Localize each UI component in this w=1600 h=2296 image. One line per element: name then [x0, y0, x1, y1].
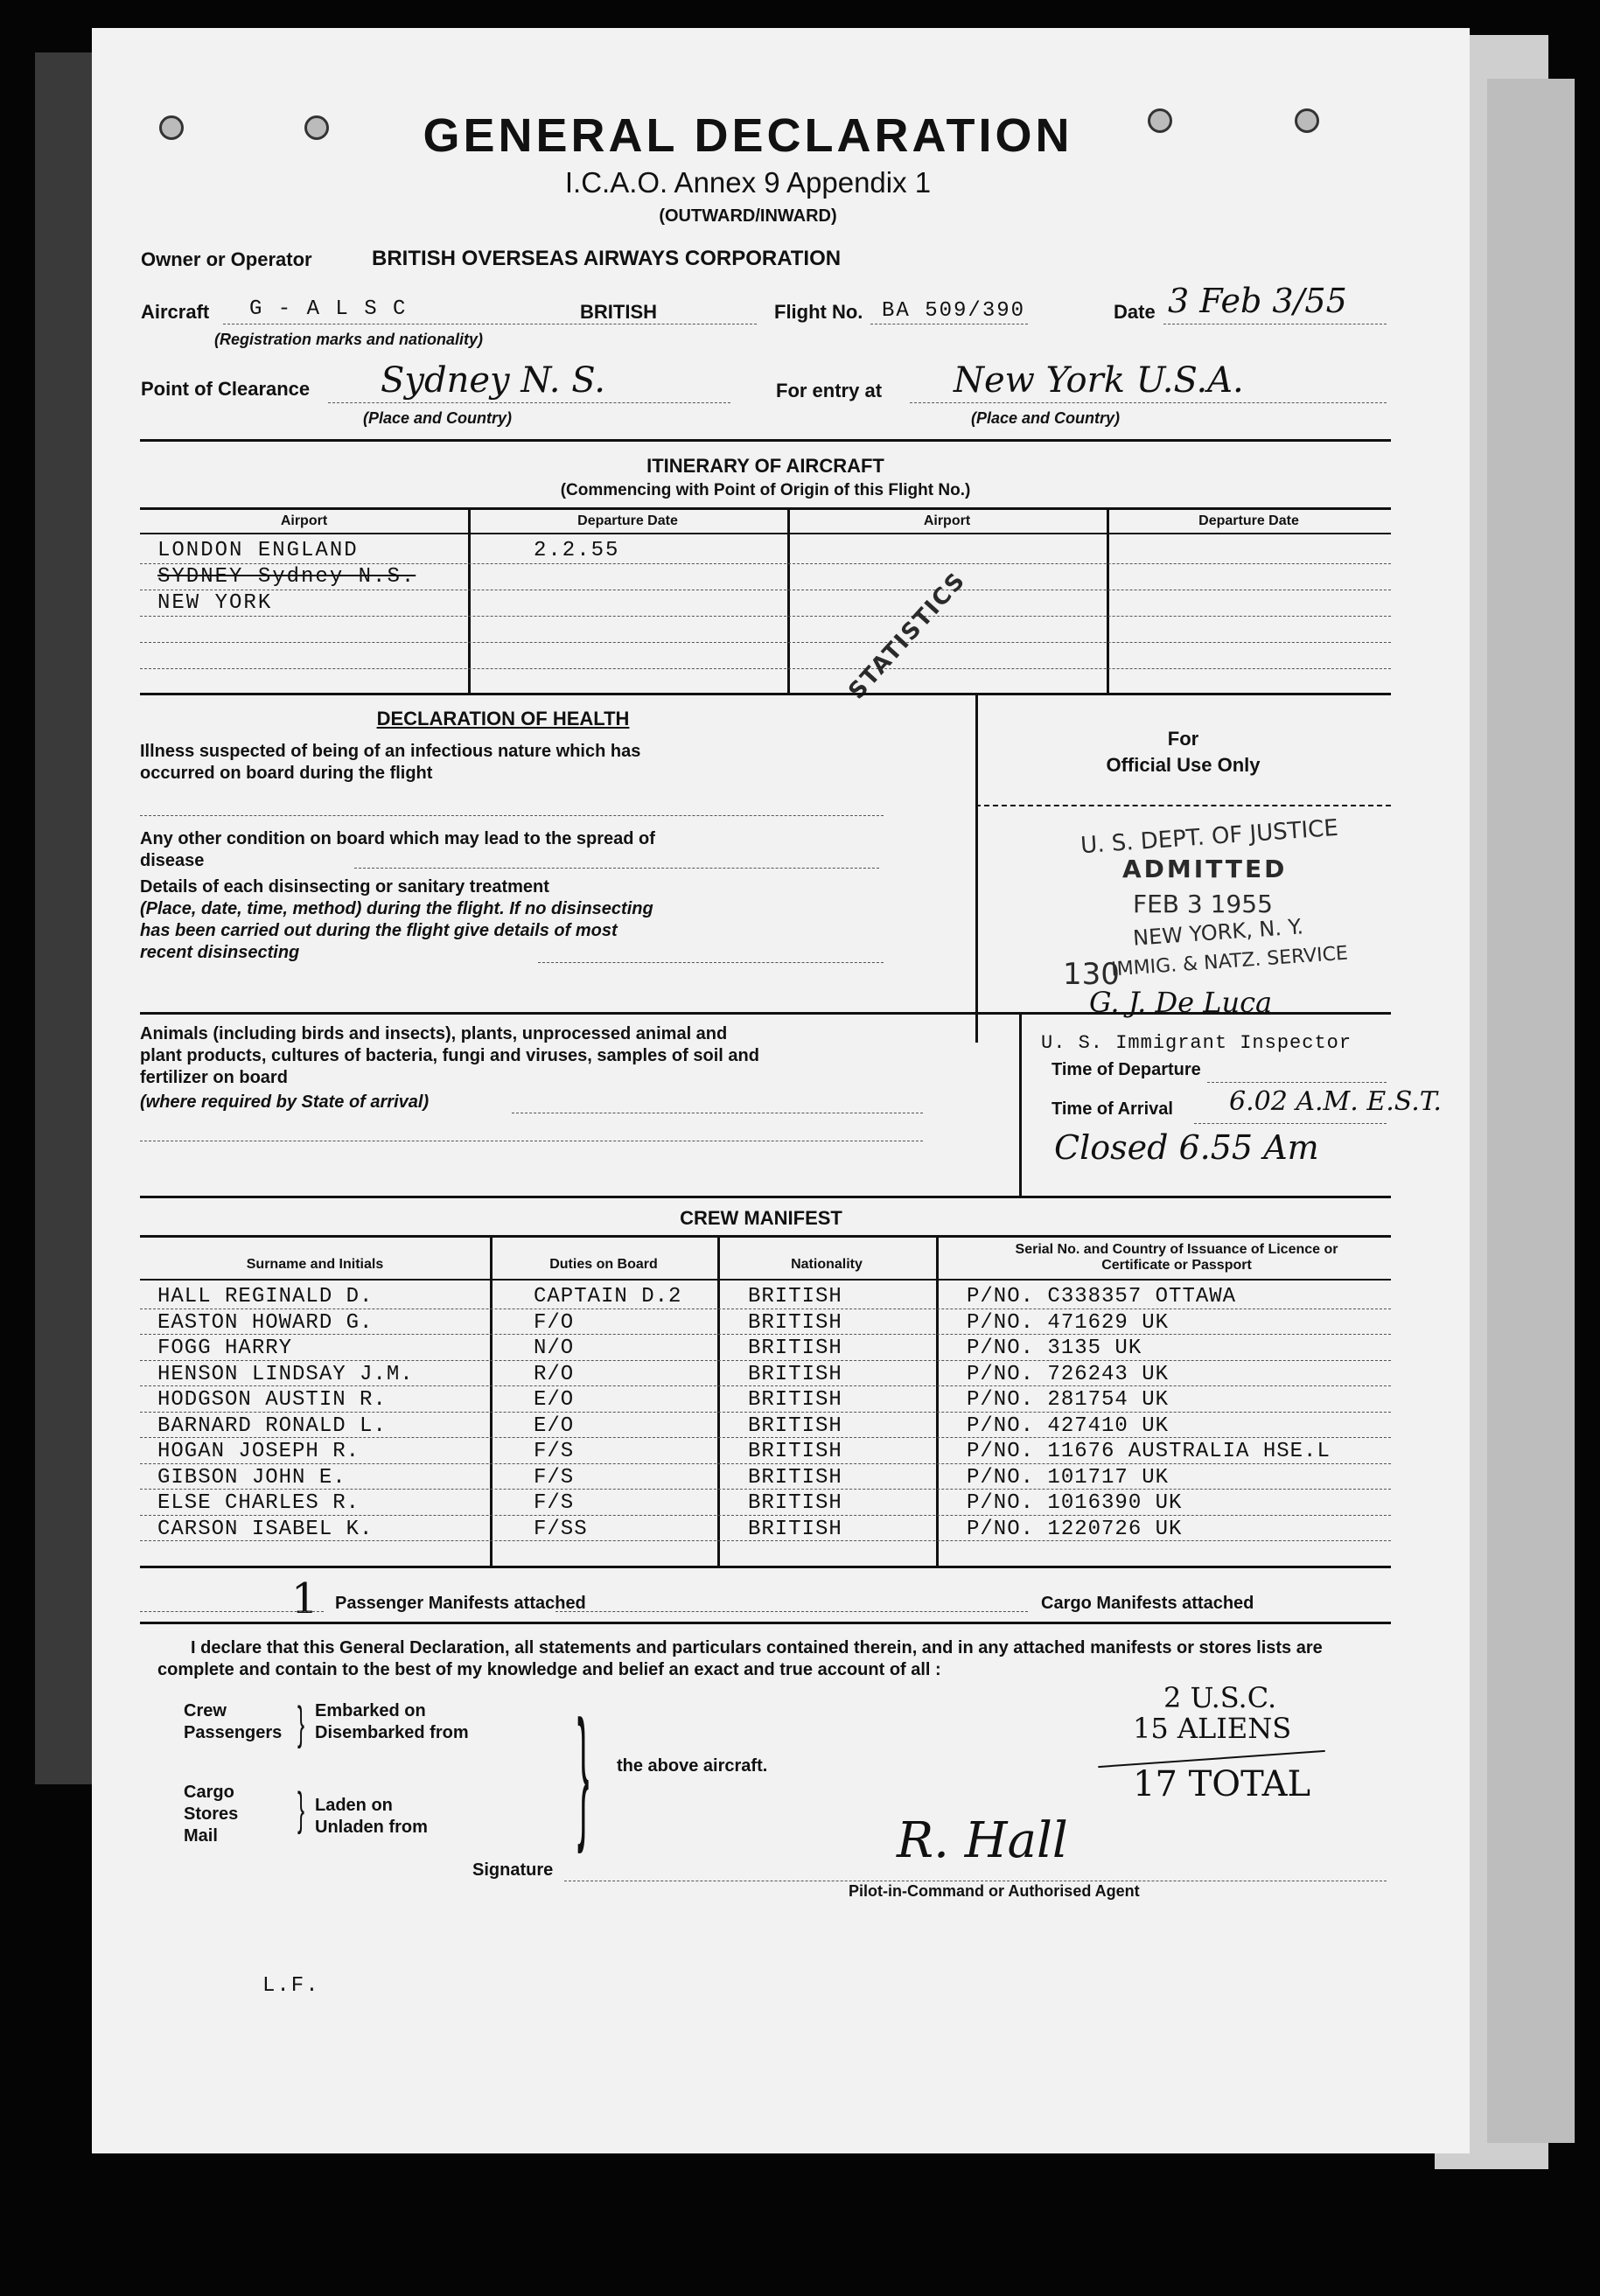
crew-duty: F/S	[534, 1491, 575, 1515]
crew-duty: N/O	[534, 1336, 575, 1360]
stamp-number: 130	[1063, 957, 1120, 992]
health-q1: Illness suspected of being of an infectious nature which has occurred on board during the flight	[140, 742, 641, 783]
pilot-signature: R. Hall	[897, 1812, 1068, 1869]
itinerary-title: ITINERARY OF AIRCRAFT	[646, 455, 884, 477]
owner-label: Owner or Operator	[141, 248, 312, 270]
agent-label: Pilot-in-Command or Authorised Agent	[849, 1882, 1140, 1900]
crew-nationality: BRITISH	[748, 1465, 842, 1490]
stamp-admitted: ADMITTED	[1122, 855, 1288, 883]
crew-serial: P/NO. 281754 UK	[967, 1388, 1170, 1412]
entry-label: For entry at	[776, 380, 883, 401]
punch-hole-icon	[1148, 108, 1172, 133]
crew-duty: E/O	[534, 1413, 575, 1438]
crew-title: CREW MANIFEST	[680, 1207, 842, 1229]
tally-aliens: 15 ALIENS	[1133, 1712, 1292, 1745]
official-use-only: Official Use Only	[1106, 754, 1261, 776]
crew-name: EASTON HOWARD G.	[157, 1310, 374, 1335]
crew-col-nationality: Nationality	[791, 1257, 863, 1272]
crew-name: FOGG HARRY	[157, 1336, 293, 1360]
crew-duty: F/O	[534, 1310, 575, 1335]
clearance-label: Point of Clearance	[141, 378, 311, 400]
punch-hole-icon	[304, 115, 329, 140]
crew-serial: P/NO. 1016390 UK	[967, 1491, 1183, 1515]
decl-mail: Mail	[184, 1826, 218, 1846]
crew-serial: P/NO. 471629 UK	[967, 1310, 1170, 1335]
statistics-stamp: STATISTICS	[843, 567, 972, 705]
arrival-time-value: 6.02 A.M. E.S.T.	[1229, 1086, 1442, 1117]
arrival-time-label: Time of Arrival	[1052, 1099, 1173, 1119]
crew-serial: P/NO. 11676 AUSTRALIA HSE.L	[967, 1440, 1331, 1463]
passenger-manifest-label: Passenger Manifests attached	[335, 1594, 586, 1613]
itinerary-row-3-airport: NEW YORK	[157, 591, 273, 615]
crew-name: HOGAN JOSEPH R.	[157, 1440, 360, 1463]
table-row	[92, 1363, 1439, 1389]
crew-duty: F/S	[534, 1440, 575, 1463]
col-departure-date: Departure Date	[577, 513, 678, 528]
table-row	[92, 1466, 1439, 1492]
flight-label: Flight No.	[774, 301, 863, 323]
crew-name: BARNARD RONALD L.	[157, 1413, 387, 1438]
table-row	[92, 1518, 1439, 1544]
aircraft-note: (Registration marks and nationality)	[214, 331, 484, 348]
departure-time-label: Time of Departure	[1052, 1060, 1201, 1079]
col-airport: Airport	[280, 513, 328, 528]
aircraft-label: Aircraft	[141, 301, 210, 323]
inspector-signature: G. J. De Luca	[1089, 986, 1273, 1019]
owner-value: BRITISH OVERSEAS AIRWAYS CORPORATION	[372, 247, 842, 270]
signature-label: Signature	[472, 1860, 554, 1880]
crew-nationality: BRITISH	[748, 1440, 842, 1463]
crew-nationality: BRITISH	[748, 1285, 842, 1309]
decl-laden: Laden on	[315, 1796, 393, 1815]
col-departure-date-2: Departure Date	[1198, 513, 1299, 528]
crew-col-name: Surname and Initials	[246, 1257, 384, 1272]
crew-name: HALL REGINALD D.	[157, 1285, 374, 1309]
crew-serial: P/NO. 427410 UK	[967, 1413, 1170, 1438]
itinerary-row-1-date: 2.2.55	[534, 539, 620, 562]
entry-value: New York U.S.A.	[954, 360, 1244, 401]
punch-hole-icon	[159, 115, 184, 140]
crew-duty: F/S	[534, 1465, 575, 1490]
crew-name: GIBSON JOHN E.	[157, 1465, 346, 1490]
crew-nationality: BRITISH	[748, 1310, 842, 1335]
clearance-value: Sydney N. S.	[381, 360, 605, 401]
decl-unladen: Unladen from	[315, 1818, 428, 1837]
decl-crew: Crew	[184, 1701, 227, 1720]
closed-note: Closed 6.55 Am	[1054, 1128, 1319, 1167]
itinerary-row-2-airport: SYDNEY Sydney N.S.	[157, 565, 416, 589]
stamp-city: NEW YORK, N. Y.	[1132, 914, 1304, 951]
aircraft-registration: G - A L S C	[249, 297, 408, 321]
stamp-date: FEB 3 1955	[1133, 890, 1273, 918]
clearance-note: (Place and Country)	[363, 409, 513, 427]
crew-name: HENSON LINDSAY J.M.	[157, 1362, 414, 1386]
crew-serial: P/NO. 101717 UK	[967, 1465, 1170, 1490]
aircraft-nationality: BRITISH	[580, 301, 657, 323]
health-q3a: Details of each disinsecting or sanitary treatment	[140, 877, 549, 897]
crew-serial: P/NO. 3135 UK	[967, 1336, 1142, 1360]
crew-serial: P/NO. 1220726 UK	[967, 1517, 1183, 1541]
crew-name: HODGSON AUSTIN R.	[157, 1388, 387, 1412]
stamp-dept: U. S. DEPT. OF JUSTICE	[1079, 814, 1339, 860]
crew-col-serial: Serial No. and Country of Issuance of Licence or Certificate or Passport	[1015, 1242, 1338, 1273]
crew-nationality: BRITISH	[748, 1388, 842, 1412]
health-title: DECLARATION OF HEALTH	[376, 708, 630, 729]
crew-serial: P/NO. 726243 UK	[967, 1362, 1170, 1386]
table-row	[92, 1285, 1439, 1311]
crew-nationality: BRITISH	[748, 1491, 842, 1515]
crew-serial: P/NO. C338357 OTTAWA	[967, 1285, 1237, 1309]
inspector-title: U. S. Immigrant Inspector	[1041, 1032, 1352, 1054]
crew-duty: E/O	[534, 1388, 575, 1412]
crew-col-duty: Duties on Board	[549, 1257, 658, 1272]
table-row	[92, 1440, 1439, 1466]
decl-stores: Stores	[184, 1804, 239, 1824]
crew-name: ELSE CHARLES R.	[157, 1491, 360, 1515]
tally-total: 17 TOTAL	[1133, 1764, 1311, 1804]
crew-duty: F/SS	[534, 1517, 588, 1541]
direction-label: (OUTWARD/INWARD)	[659, 206, 837, 226]
decl-passengers: Passengers	[184, 1723, 283, 1742]
crew-nationality: BRITISH	[748, 1362, 842, 1386]
crew-nationality: BRITISH	[748, 1413, 842, 1438]
crew-duty: R/O	[534, 1362, 575, 1386]
decl-above: the above aircraft.	[617, 1756, 768, 1776]
entry-note: (Place and Country)	[971, 409, 1121, 427]
itinerary-row-1-airport: LONDON ENGLAND	[157, 539, 359, 562]
health-q4b: (where required by State of arrival)	[140, 1092, 430, 1112]
crew-nationality: BRITISH	[748, 1517, 842, 1541]
table-row	[92, 1414, 1439, 1441]
tally-usc: 2 U.S.C.	[1163, 1681, 1277, 1714]
health-q3b: (Place, date, time, method) during the flight. If no disinsecting has been carried out during the flight give details of most recent disinsecting	[140, 899, 653, 962]
flight-number: BA 509/390	[882, 299, 1026, 323]
table-row	[92, 1388, 1439, 1414]
page-title: GENERAL DECLARATION	[423, 109, 1073, 162]
itinerary-subtitle: (Commencing with Point of Origin of this Flight No.)	[560, 481, 971, 499]
decl-disembarked: Disembarked from	[315, 1723, 469, 1742]
health-q2: Any other condition on board which may lead to the spread of disease	[140, 829, 655, 870]
annex-subtitle: I.C.A.O. Annex 9 Appendix 1	[564, 166, 932, 199]
flight-date: 3 Feb 3/55	[1168, 282, 1347, 320]
decl-cargo: Cargo	[184, 1783, 234, 1802]
crew-duty: CAPTAIN D.2	[534, 1285, 682, 1309]
health-q4a: Animals (including birds and insects), plants, unprocessed animal and plant products, cultures of bacteria, fungi and viruses, samples of soil and fertilizer on board	[140, 1024, 759, 1087]
decl-embarked: Embarked on	[315, 1701, 426, 1720]
table-row	[92, 1491, 1439, 1518]
col-airport-2: Airport	[923, 513, 971, 528]
stamp-service: IMMIG. & NATZ. SERVICE	[1110, 942, 1349, 981]
background-sheet	[1487, 79, 1575, 2143]
table-row	[92, 1336, 1439, 1363]
document-page: GENERAL DECLARATION I.C.A.O. Annex 9 Appendix 1 (OUTWARD/INWARD) Owner or Operator BRITISH OVERSEAS AIRWAYS CORPORATION Aircraft G - A L S C BRITISH (Registration marks and nationality) Flight No. BA 509/390 Date 3 Feb 3/55 Point of Clearance Sydney N. S. (Place and Country) For entry at New York U.S.A. (Place and Country) ITINERARY OF AIRCRAFT (Commencing with Point of Origin of this Flight No.) Airport Departure Date Airport Departure Date LONDON ENGLAND 2.2.55 SYDNEY Sydney N.S. NEW YORK STATISTICS DECLARATION OF HEALTH Illness suspected of being of an infectious nature which has occurred on board during the flight Any other condition on board which may lead to the spread of disease Details of each disinsecting or sanitary treatment (Place, date, time, method) during the flight. If no disinsecting has been carried out during the flight give details of most recent disinsecting Animals (including birds and insects), plants, unprocessed animal and plant products, cultures of bacteria, fungi and viruses, samples of soil and fertilizer on board (where required by State of arrival) For Official Use Only U. S. DEPT. OF JUSTICE ADMITTED FEB 3 1955 NEW YORK, N. Y. IMMIG. & NATZ. SERVICE 130 G. J. De Luca U. S. Immigrant Inspector Time of Departure Time of Arrival 6.02 A.M. E.S.T. Closed 6.55 Am CREW MANIFEST Surname and Initials Duties on Board Nationality Serial No. and Country of Issuance of Licence or Certificate or Passport HALL REGINALD D. CAPTAIN D.2 BRITISH P/NO. C338357 OTTAWA EASTON HOWARD G. F/O BRITISH P/NO. 471629 UK FOGG HARRY N/O BRITISH P/NO. 3135 UK HENSON LINDSAY J.M. R/O BRITISH P/NO. 726243 UK HODGSON AUSTIN R. E/O BRITISH P/NO. 281754 UK BARNARD RONALD L. E/O BRITISH P/NO. 427410 UK HOGAN JOSEPH R. F/S BRITISH P/NO. 11676 AUSTRALIA HSE.L GIBSON JOHN E. F/S BRITISH P/NO. 101717 UK ELSE CHARLES R. F/S BRITISH P/NO. 1016390 UK CARSON ISABEL K. F/SS BRITISH P/NO. 1220726 UK 1 Passenger Manifests attached Cargo Manifests attached I declare that this General Declaration, all statements and particulars contained therein, and in any attached manifests or stores lists are complete and contain to the best of my knowledge and belief an exact and true account of all : Crew Passengers } Embarked on Disembarked from Cargo Stores Mail } Laden on Unladen from } the above aircraft. 2 U.S.C. 15 ALIENS 17 TOTAL Signature R. Hall Pilot-in-Command or Authorised Agent L.F.	[92, 28, 1470, 2153]
punch-hole-icon	[1295, 108, 1319, 133]
footer-initials: L.F.	[262, 1974, 320, 1998]
declaration-text: I declare that this General Declaration, all statements and particulars contained therein, and in any attached manifests or stores lists are complete and contain to the best of my knowledge and belief an exact and true account of all :	[157, 1638, 1323, 1679]
official-for: For	[1167, 728, 1199, 750]
passenger-manifest-count: 1	[291, 1574, 318, 1623]
cargo-manifest-label: Cargo Manifests attached	[1041, 1594, 1254, 1613]
crew-name: CARSON ISABEL K.	[157, 1517, 374, 1541]
table-row	[92, 1311, 1439, 1337]
date-label: Date	[1114, 301, 1156, 323]
crew-nationality: BRITISH	[748, 1336, 842, 1360]
